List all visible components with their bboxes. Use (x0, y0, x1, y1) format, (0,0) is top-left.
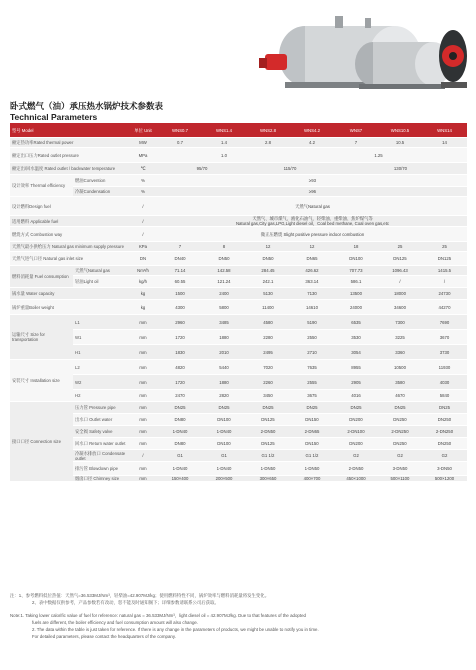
row-value: 14 (422, 138, 467, 148)
row-unit: KPa (128, 242, 158, 252)
row-value: DN125 (378, 252, 422, 266)
row-value: 121.24 (202, 276, 246, 288)
header-model: 型号 Model (10, 123, 128, 138)
table-row (10, 197, 467, 216)
row-value: 34600 (378, 300, 422, 315)
table-row (10, 148, 467, 163)
row-value: 2960 (158, 315, 202, 330)
row-value: 200×500 (202, 476, 246, 482)
row-sublabel: W1 (73, 330, 128, 345)
row-value: DN25 (378, 402, 422, 414)
row-value: 14610 (290, 300, 334, 315)
row-sublabel: L2 (73, 360, 128, 375)
row-unit: mm (128, 390, 158, 402)
footnotes (10, 592, 466, 640)
row-value: 12 (290, 242, 334, 252)
row-unit: kg (128, 300, 158, 315)
row-value: G1 (158, 450, 202, 462)
row-value: 3360 (378, 345, 422, 360)
row-value: 7 (334, 138, 378, 148)
row-label: 运输尺寸 Size for transportation (10, 315, 73, 360)
row-value: 8 (202, 242, 246, 252)
row-value: 60.55 (158, 276, 202, 288)
row-sublabel: 轻油Light oil (73, 276, 128, 288)
row-value: 4300 (158, 300, 202, 315)
row-unit: mm (128, 402, 158, 414)
row-value: 500×1200 (422, 476, 467, 482)
row-value: 1-DN40 (158, 426, 202, 438)
row-value: 24000 (334, 300, 378, 315)
row-value: 24730 (422, 288, 467, 300)
row-value: 3-DN50 (422, 462, 467, 476)
row-value: 586.1 (334, 276, 378, 288)
title-cn: 卧式燃气（油）承压热水锅炉技术参数表 (10, 101, 164, 111)
row-value: 1.4 (202, 138, 246, 148)
row-value: 95/70 (158, 163, 246, 175)
row-label: 锅炉重量Boiler weight (10, 300, 128, 315)
header-model-col: WNS7 (334, 123, 378, 138)
row-value: 1830 (158, 345, 202, 360)
row-value: DN100 (334, 252, 378, 266)
row-sublabel: 排污管 Blowdown pipe (73, 462, 128, 476)
row-unit: ℃ (128, 163, 158, 175)
row-value: 7 (158, 242, 202, 252)
row-value: 1-DN40 (202, 462, 246, 476)
row-value: DN100 (202, 438, 246, 450)
row-value: 1.0 (158, 148, 290, 163)
row-value: 426.62 (290, 266, 334, 276)
table-row (10, 216, 467, 227)
table-row (10, 187, 467, 197)
row-label: 设计效率 Thermal efficiency (10, 175, 73, 197)
table-row (10, 138, 467, 148)
row-label: 锅水量 Water capacity (10, 288, 128, 300)
row-sublabel: 天然气Natural gas (73, 266, 128, 276)
row-value: DN100 (202, 414, 246, 426)
row-value: 4670 (378, 390, 422, 402)
table-row (10, 242, 467, 252)
row-sublabel: 冷凝水排放口 Condensate outlet (73, 450, 128, 462)
row-value: 13500 (334, 288, 378, 300)
row-value: 71.14 (158, 266, 202, 276)
table-row (10, 163, 467, 175)
header-model-col: WNS4.2 (290, 123, 334, 138)
row-value: 142.58 (202, 266, 246, 276)
row-value: 7300 (378, 315, 422, 330)
row-value: DN150 (290, 414, 334, 426)
row-value: 2-DN250 (378, 426, 422, 438)
note-en-1: Note:1. Taking lower calorific value of fuel for reference: natural gas = 36.533MJ/Nm³，light diesel oil = 42.907MJ/kg. Due to that features of the adopted (10, 613, 306, 618)
row-value: 1500 (158, 288, 202, 300)
row-value: DN25 (202, 402, 246, 414)
row-value: 5130 (246, 288, 290, 300)
row-value: 4820 (158, 360, 202, 375)
row-value: 2-DN50 (334, 462, 378, 476)
row-value: 3675 (290, 390, 334, 402)
table-row (10, 276, 467, 288)
row-unit: / (128, 197, 158, 216)
row-value: 2470 (158, 390, 202, 402)
row-value: 2260 (246, 375, 290, 390)
row-value-multiline (158, 216, 467, 227)
fuel-list-cn: 天然气、城市煤气、液化石油气、轻柴油、重柴油、焦炉煤气等 (252, 216, 373, 221)
row-unit: mm (128, 462, 158, 476)
fuel-list-en: Natural gas,City gas,LPG,Light diesel oil，Coal bed methane, Coal oven gas,etc (235, 221, 390, 226)
row-unit: mm (128, 345, 158, 360)
row-value: 2905 (334, 375, 378, 390)
table-row (10, 476, 467, 482)
row-value: DN50 (202, 252, 246, 266)
row-unit: / (128, 216, 158, 227)
row-value: DN200 (334, 438, 378, 450)
row-sublabel: 烟囱口径 Chimney size (73, 476, 128, 482)
row-value: 25 (422, 242, 467, 252)
row-value: 3670 (422, 330, 467, 345)
row-unit: mm (128, 414, 158, 426)
row-value: 2-DN250 (422, 426, 467, 438)
row-value: 3485 (202, 315, 246, 330)
row-value: ≥96 (158, 187, 467, 197)
note-cn-2: 2、表中数据仅供参考，产品参数若有改动，恕不能及时通知阁下；详细参数请联系公司后获取。 (32, 600, 219, 605)
row-value: 5190 (290, 315, 334, 330)
row-label: 天然气进气口径 Natural gas inlet size (10, 252, 128, 266)
row-value: 天然气Natural gas (158, 197, 467, 216)
row-value: 1880 (202, 330, 246, 345)
row-label: 天然气最小供给压力 Natural gas minimum supply pressure (10, 242, 128, 252)
note-en-1b: fuels are different, the boiler efficiency and fuel consumption amount will also change. (32, 620, 199, 625)
row-value: 18 (334, 242, 378, 252)
row-unit: mm (128, 438, 158, 450)
row-sublabel: 压力管 Pressure pipe (73, 402, 128, 414)
row-value: 18000 (378, 288, 422, 300)
row-value: DN25 (334, 402, 378, 414)
row-value: 1.25 (290, 148, 467, 163)
row-value: 242.1 (246, 276, 290, 288)
row-value: 500×1100 (378, 476, 422, 482)
row-value: 8955 (334, 360, 378, 375)
row-unit: mm (128, 360, 158, 375)
row-value: 0.7 (158, 138, 202, 148)
row-label: 设计燃料Design fuel (10, 197, 128, 216)
row-value: / (422, 276, 467, 288)
table-row (10, 450, 467, 462)
header-model-col: WNS10.5 (378, 123, 422, 138)
row-value: 2820 (202, 390, 246, 402)
row-value: 3530 (334, 330, 378, 345)
row-value: G2 (378, 450, 422, 462)
table-row (10, 390, 467, 402)
row-value: DN80 (158, 438, 202, 450)
row-sublabel: 回水口 Return water outlet (73, 438, 128, 450)
table-row (10, 288, 467, 300)
row-label: 额定热功率Rated thermal power (10, 138, 128, 148)
row-unit: mm (128, 426, 158, 438)
row-value: 2-DN65 (290, 426, 334, 438)
row-value: 284.45 (246, 266, 290, 276)
row-value: 4016 (334, 390, 378, 402)
table-row (10, 414, 467, 426)
row-label: 燃料消耗量 Fuel consumption (10, 266, 73, 288)
table-header-row (10, 123, 467, 138)
row-value: 450×1000 (334, 476, 378, 482)
row-value: 7635 (290, 360, 334, 375)
row-sublabel: 安全阀 Safety valve (73, 426, 128, 438)
table-row (10, 345, 467, 360)
row-value: 4030 (422, 375, 467, 390)
row-value: 微正压燃烧 Slight positive pressure indoor combustion (158, 227, 467, 242)
boiler-product-image (255, 6, 470, 98)
row-value: ≥93 (158, 175, 467, 187)
row-value: 11400 (246, 300, 290, 315)
row-value: 1-DN40 (158, 462, 202, 476)
header-model-col: WNS1.4 (202, 123, 246, 138)
row-sublabel: L1 (73, 315, 128, 330)
table-row (10, 462, 467, 476)
burner-icon (259, 54, 287, 70)
row-label: 燃烧方式 Combustion way (10, 227, 128, 242)
note-en-2b: For detailed parameters, please contact the headquarters of the company. (32, 634, 176, 639)
row-value: DN200 (334, 414, 378, 426)
table-row (10, 315, 467, 330)
row-value: 400×700 (290, 476, 334, 482)
row-value: 1880 (202, 375, 246, 390)
row-value: 12 (246, 242, 290, 252)
row-value: 7690 (422, 315, 467, 330)
header-model-col: WNS2.8 (246, 123, 290, 138)
table-row (10, 227, 467, 242)
table-row (10, 266, 467, 276)
row-value: G1 1/2 (246, 450, 290, 462)
row-unit: / (128, 450, 158, 462)
row-value: DN40 (158, 252, 202, 266)
row-sublabel: 冷凝Condensation (73, 187, 128, 197)
row-value: DN125 (246, 414, 290, 426)
row-unit: mm (128, 375, 158, 390)
row-value: DN150 (290, 438, 334, 450)
row-value: 6535 (334, 315, 378, 330)
row-unit: MPa (128, 148, 158, 163)
row-value: 2280 (246, 330, 290, 345)
row-unit: / (128, 227, 158, 242)
row-value: 130/70 (334, 163, 467, 175)
table-row (10, 426, 467, 438)
row-value: G2 (334, 450, 378, 462)
row-value: 3225 (378, 330, 422, 345)
row-value: 363.14 (290, 276, 334, 288)
row-value: 4.2 (290, 138, 334, 148)
row-unit: Nm³/h (128, 266, 158, 276)
row-unit: MW (128, 138, 158, 148)
row-sublabel: 出水口 Outlet water (73, 414, 128, 426)
row-value: 150×400 (158, 476, 202, 482)
note-en-2: 2. The data within the table is just taken for reference. If there is any change in the parameters of products, we might be unable to notify you in time. (32, 627, 319, 632)
table-row (10, 360, 467, 375)
row-unit: kg (128, 288, 158, 300)
table-row (10, 300, 467, 315)
boiler-front-icon (355, 42, 451, 89)
row-value: 11930 (422, 360, 467, 375)
table-row (10, 330, 467, 345)
row-value: G1 1/2 (290, 450, 334, 462)
row-sublabel: H1 (73, 345, 128, 360)
row-value: 3-DN50 (378, 462, 422, 476)
table-row (10, 402, 467, 414)
row-value: 2.8 (246, 138, 290, 148)
row-value: 1-DN40 (202, 426, 246, 438)
row-value: 7130 (290, 288, 334, 300)
row-sublabel: 燃油Convention (73, 175, 128, 187)
row-value: 5800 (202, 300, 246, 315)
row-value: 3054 (334, 345, 378, 360)
row-value: 2-DN50 (246, 426, 290, 438)
row-value: DN125 (246, 438, 290, 450)
row-value: DN125 (422, 252, 467, 266)
header-model-col: WNS0.7 (158, 123, 202, 138)
table-row (10, 175, 467, 187)
note-cn-1: 注：1、参考燃料低位热值：天然气=36.533MJ/Nm³，轻柴油=42.907MJ/kg；使用燃料特性不同，锅炉效率与燃料消耗量将发生变化。 (10, 593, 270, 598)
row-value: DN65 (290, 252, 334, 266)
row-value: 2495 (246, 345, 290, 360)
row-value: DN250 (422, 414, 467, 426)
row-value: DN25 (290, 402, 334, 414)
row-label: 额定出口压力Rated outlet pressure (10, 148, 128, 163)
row-value: 115/70 (246, 163, 334, 175)
row-value: 1415.5 (422, 266, 467, 276)
row-value: 707.73 (334, 266, 378, 276)
page-title (10, 101, 163, 123)
row-unit: mm (128, 315, 158, 330)
row-value: 3730 (422, 345, 467, 360)
table-row (10, 438, 467, 450)
row-sublabel: W2 (73, 375, 128, 390)
row-label: 适用燃料 Applicable fuel (10, 216, 128, 227)
row-value: G1 (202, 450, 246, 462)
row-label: 额定出/回水温度 Rated outlet / backwater temperature (10, 163, 128, 175)
row-label: 安装尺寸 Installation size (10, 360, 73, 402)
row-value: 10.5 (378, 138, 422, 148)
row-value: DN250 (378, 414, 422, 426)
row-value: 300×650 (246, 476, 290, 482)
row-value: 1-DN50 (290, 462, 334, 476)
row-unit: % (128, 175, 158, 187)
row-value: DN25 (158, 402, 202, 414)
row-value: 2-DN100 (334, 426, 378, 438)
row-value: G2 (422, 450, 467, 462)
row-value: DN25 (422, 402, 467, 414)
row-unit: mm (128, 476, 158, 482)
row-value: 3580 (378, 375, 422, 390)
row-value: 2400 (202, 288, 246, 300)
row-value: 4580 (246, 315, 290, 330)
header-model-col: WNS14 (422, 123, 467, 138)
row-unit: mm (128, 330, 158, 345)
row-value: 2550 (290, 330, 334, 345)
row-value: 2555 (290, 375, 334, 390)
row-value: DN50 (246, 252, 290, 266)
spec-table (10, 123, 467, 482)
row-value: 7020 (246, 360, 290, 375)
row-value: 25 (378, 242, 422, 252)
row-sublabel: H2 (73, 390, 128, 402)
table-row (10, 252, 467, 266)
row-value: 1-DN50 (246, 462, 290, 476)
header-unit: 单位 Unit (128, 123, 158, 138)
row-value: 1720 (158, 375, 202, 390)
row-value: 10500 (378, 360, 422, 375)
row-label: 接口口径 Connection size (10, 402, 73, 482)
row-unit: DN (128, 252, 158, 266)
row-value: DN250 (422, 438, 467, 450)
row-value: 2010 (202, 345, 246, 360)
row-value: 3450 (246, 390, 290, 402)
row-value: 5440 (202, 360, 246, 375)
row-value: 2710 (290, 345, 334, 360)
row-unit: kg/h (128, 276, 158, 288)
row-value: 5840 (422, 390, 467, 402)
row-value: 1720 (158, 330, 202, 345)
row-value: 1096.43 (378, 266, 422, 276)
title-en: Technical Parameters (10, 112, 98, 122)
row-value: DN25 (246, 402, 290, 414)
row-value: 44270 (422, 300, 467, 315)
table-row (10, 375, 467, 390)
row-value: / (378, 276, 422, 288)
row-value: DN80 (158, 414, 202, 426)
row-unit: % (128, 187, 158, 197)
row-value: DN250 (378, 438, 422, 450)
